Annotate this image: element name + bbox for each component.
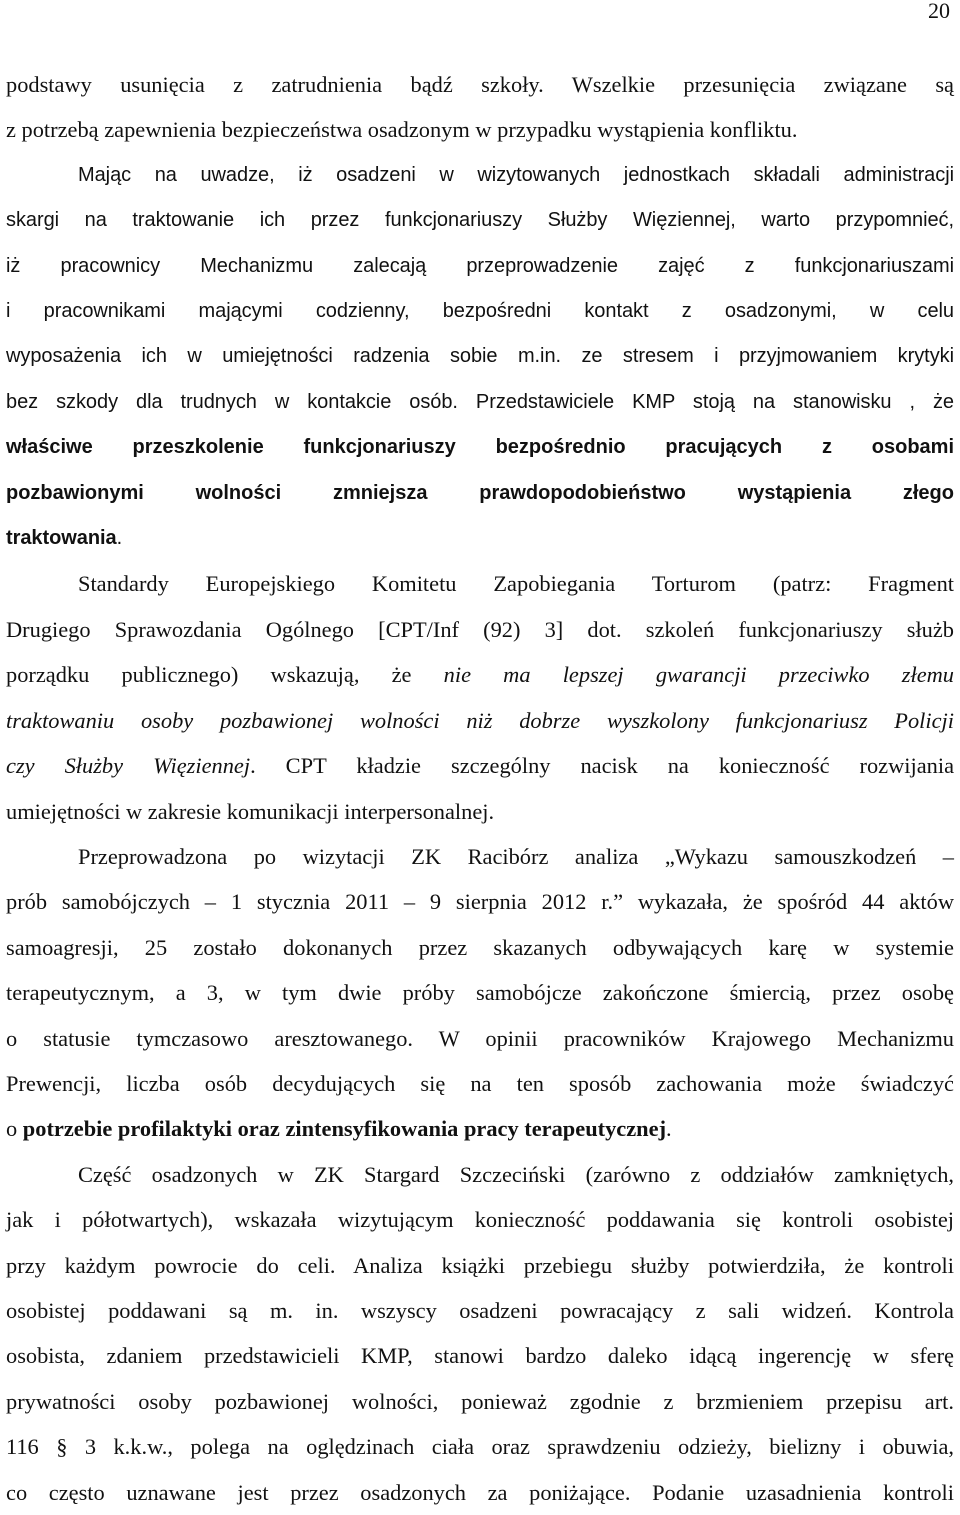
text-line <box>6 1106 954 1151</box>
text-line: Drugiego Sprawozdania Ogólnego [CPT/Inf (92) 3] dot. szkoleń funkcjonariuszy służb <box>6 616 954 642</box>
text-segment: Przedstawiciele KMP stoją na stanowisku , że <box>457 390 954 413</box>
text-line: samoagresji, 25 zostało dokonanych przez skazanych odbywających karę w systemie <box>6 934 954 960</box>
text-segment: . CPT kładzie szczególny nacisk na konieczność rozwijania <box>250 753 955 779</box>
text-line: jak i półotwartych), wskazała wizytującym konieczność poddawania się kontroli osobistej <box>6 1207 954 1233</box>
text-line: podstawy usunięcia z zatrudnienia bądź szkoły. Wszelkie przesunięcia związane są <box>6 72 954 97</box>
text-line: z potrzebą zapewnienia bezpieczeństwa osadzonym w przypadku wystąpienia konfliktu. <box>6 117 798 143</box>
text-line: skargi na traktowanie ich przez funkcjonariuszy Służby Więziennej, warto przypomnieć, <box>6 209 954 232</box>
text-line <box>6 652 954 697</box>
text-line: Prewencji, liczba osób decydujących się na ten sposób zachowania może świadczyć <box>6 1070 954 1096</box>
text-line: osobistej poddawani są m. in. wszyscy osadzeni powracający z sali widzeń. Kontrola <box>6 1297 954 1323</box>
text-line: umiejętności w zakresie komunikacji interpersonalnej. <box>6 798 495 824</box>
text-line <box>6 743 954 788</box>
text-line: Część osadzonych w ZK Stargard Szczeciński (zarówno z oddziałów zamkniętych, <box>78 1161 954 1187</box>
page-number: 20 <box>928 0 950 23</box>
text-line: i pracownikami mającymi codzienny, bezpośredni kontakt z osadzonymi, w celu <box>6 300 954 323</box>
text-segment: potrzebie profilaktyki oraz zintensyfikowania pracy terapeutycznej <box>22 1116 667 1142</box>
text-line: Mając na uwadze, iż osadzeni w wizytowanych jednostkach składali administracji <box>78 163 954 186</box>
text-segment: o <box>6 1116 23 1142</box>
text-segment: . <box>666 1116 672 1142</box>
text-line: traktowaniu osoby pozbawionej wolności niż dobrze wyszkolony funkcjonariusz Policji <box>6 707 954 733</box>
text-line: Przeprowadzona po wizytacji ZK Racibórz analiza „Wykazu samouszkodzeń – <box>78 843 954 869</box>
text-line: terapeutycznym, a 3, w tym dwie próby samobójcze zakończone śmiercią, przez osobę <box>6 980 954 1006</box>
text-line: właściwe przeszkolenie funkcjonariuszy bezpośrednio pracujących z osobami <box>6 436 954 459</box>
text-line: 116 § 3 k.k.w., polega na oględzinach ciała oraz sprawdzeniu odzieży, bielizny i obuwia, <box>6 1434 954 1460</box>
text-segment: . <box>116 527 123 550</box>
text-line: osobista, zdaniem przedstawicieli KMP, stanowi bardzo daleko idącą ingerencję w sferę <box>6 1343 954 1369</box>
text-line: Standardy Europejskiego Komitetu Zapobiegania Torturom (patrz: Fragment <box>78 571 954 597</box>
text-segment: nie ma lepszej gwarancji przeciwko złemu <box>443 662 954 688</box>
text-line: iż pracownicy Mechanizmu zalecają przeprowadzenie zajęć z funkcjonariuszami <box>6 254 954 277</box>
text-segment: czy Służby Więziennej <box>6 753 251 779</box>
text-line: pozbawionymi wolności zmniejsza prawdopodobieństwo wystąpienia złego <box>6 481 954 504</box>
text-line: przy każdym powrocie do celi. Analiza książki przebiegu służby potwierdziła, że kontroli <box>6 1252 954 1278</box>
text-line: o statusie tymczasowo aresztowanego. W opinii pracowników Krajowego Mechanizmu <box>6 1025 954 1051</box>
text-line <box>6 516 954 561</box>
text-line <box>6 380 954 425</box>
text-segment: bez szkody dla trudnych w kontakcie osób. <box>6 390 458 413</box>
text-line: prywatności osoby pozbawionej wolności, ponieważ zgodnie z brzmieniem przepisu art. <box>6 1388 954 1414</box>
text-line: wyposażenia ich w umiejętności radzenia sobie m.in. ze stresem i przyjmowaniem krytyki <box>6 345 954 368</box>
text-segment: traktowania <box>6 527 117 550</box>
text-line: co często uznawane jest przez osadzonych za poniżające. Podanie uzasadnienia kontroli <box>6 1479 954 1505</box>
body-text <box>6 62 954 1515</box>
text-segment: porządku publicznego) wskazują, że <box>6 662 444 688</box>
text-line: prób samobójczych – 1 stycznia 2011 – 9 sierpnia 2012 r.” wykazała, że spośród 44 aktów <box>6 889 954 915</box>
